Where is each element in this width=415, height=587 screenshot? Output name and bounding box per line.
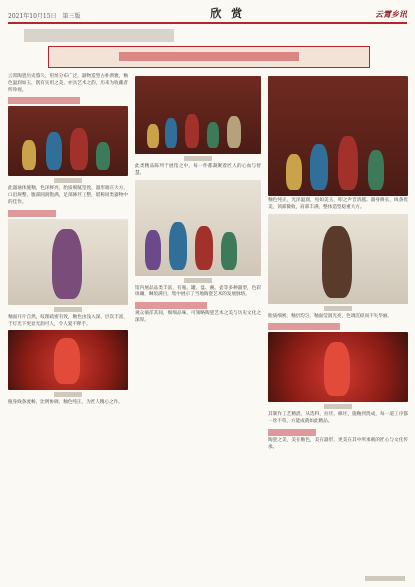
photo-exhibition-hall — [135, 76, 261, 154]
vase-icon — [165, 118, 177, 148]
paragraph: 釉色纯正，光泽温润，宛如美玉，叩之声音清越。器身修长，线条优美，颈部微收，肩部丰满，整体造型稳重大方。 — [268, 198, 408, 210]
paragraph: 瓶身线条流畅，比例协调，釉色纯正，为匠人精心之作。 — [8, 400, 123, 406]
paragraph: 馆内展品品类丰富，有瓶、罐、盘、碗、壶等多种器型，色彩斑斓，琳琅满目，集中展示了当地陶瓷艺术的发展脉络。 — [135, 285, 261, 298]
vase-icon — [185, 114, 199, 148]
vase-icon — [286, 154, 302, 190]
vase-icon — [145, 230, 161, 270]
section-heading — [8, 210, 56, 217]
paragraph: 云霄陶瓷历史悠久，窑址分布广泛，器物造型古朴典雅，釉色温润如玉，既有实用之美，亦具艺术之韵，历来为收藏者所珍视。 — [8, 74, 128, 93]
issue-date: 2021年10月15日 第三版 — [8, 13, 81, 20]
vase-icon — [169, 222, 187, 270]
vase-icon — [147, 124, 159, 148]
section-heading — [268, 429, 316, 436]
title-banner — [48, 46, 370, 68]
vase-icon — [338, 136, 358, 190]
paper-name: 云霄乡讯 — [374, 9, 407, 19]
column-2 — [135, 74, 261, 327]
paragraph: 此类精品陈列于展馆之中，每一件都凝聚着匠人的心血与智慧。 — [135, 164, 261, 176]
photo-vases-row — [135, 180, 261, 276]
photo-showcase — [268, 76, 408, 196]
vase-icon — [324, 342, 350, 396]
paragraph: 观众徜徉其间，细细品味，可领略陶瓷艺术之美与历史文化之深厚。 — [135, 311, 261, 323]
vase-icon — [96, 142, 110, 170]
paragraph: 此器通体施釉，色泽鲜亮，胎质细腻坚致，器形端庄大方，口沿规整，腹部圆润饱满，足部修坯工整，堪称同类器物中的佳作。 — [8, 186, 128, 205]
title-banner-text-area — [119, 52, 299, 61]
photo-vase — [8, 330, 128, 390]
photo-display-case — [8, 106, 128, 176]
paragraph: 胎质细密，釉层均匀，釉面莹润光亮，色调沉稳而不失华丽。 — [268, 313, 393, 319]
section-heading — [135, 302, 207, 309]
title-area — [8, 26, 407, 70]
photo-caption — [324, 306, 352, 311]
photo-caption — [184, 278, 212, 283]
vase-icon — [52, 229, 82, 299]
paragraph: 其制作工艺精湛，从选料、拉坯、修坯、施釉到烧成，每一道工序都一丝不苟，方能成就如此精品。 — [268, 412, 408, 425]
vase-icon — [22, 140, 36, 170]
photo-caption — [324, 404, 352, 409]
vase-icon — [70, 128, 88, 170]
vase-icon — [368, 150, 384, 190]
column-1 — [8, 74, 128, 409]
vase-icon — [207, 122, 219, 148]
photo-caption — [54, 307, 82, 312]
paragraph: 釉面开片自然，纹理疏密有致，釉色由浅入深，层次丰富，于灯光下更显光润可人，令人爱不释手。 — [8, 314, 128, 327]
section-heading — [268, 323, 340, 330]
photo-vase — [268, 214, 408, 304]
author-byline — [365, 576, 405, 581]
title-line — [24, 29, 174, 42]
paragraph: 陶瓷之美，美在釉色，美在器形，更美在其中所承载的匠心与文化传承。 — [268, 437, 408, 450]
photo-caption — [54, 392, 82, 397]
photo-vase — [8, 219, 128, 305]
photo-caption — [184, 156, 212, 161]
section-name: 欣 赏 — [210, 7, 246, 20]
vase-icon — [54, 338, 80, 384]
vase-icon — [227, 116, 241, 148]
section-heading — [8, 97, 80, 104]
column-3 — [268, 74, 408, 454]
vase-icon — [310, 144, 328, 190]
vase-icon — [221, 232, 237, 270]
vase-icon — [46, 132, 62, 170]
masthead — [8, 4, 407, 24]
photo-caption — [54, 178, 82, 183]
photo-vase — [268, 332, 408, 402]
vase-icon — [195, 226, 213, 270]
vase-icon — [322, 226, 352, 298]
